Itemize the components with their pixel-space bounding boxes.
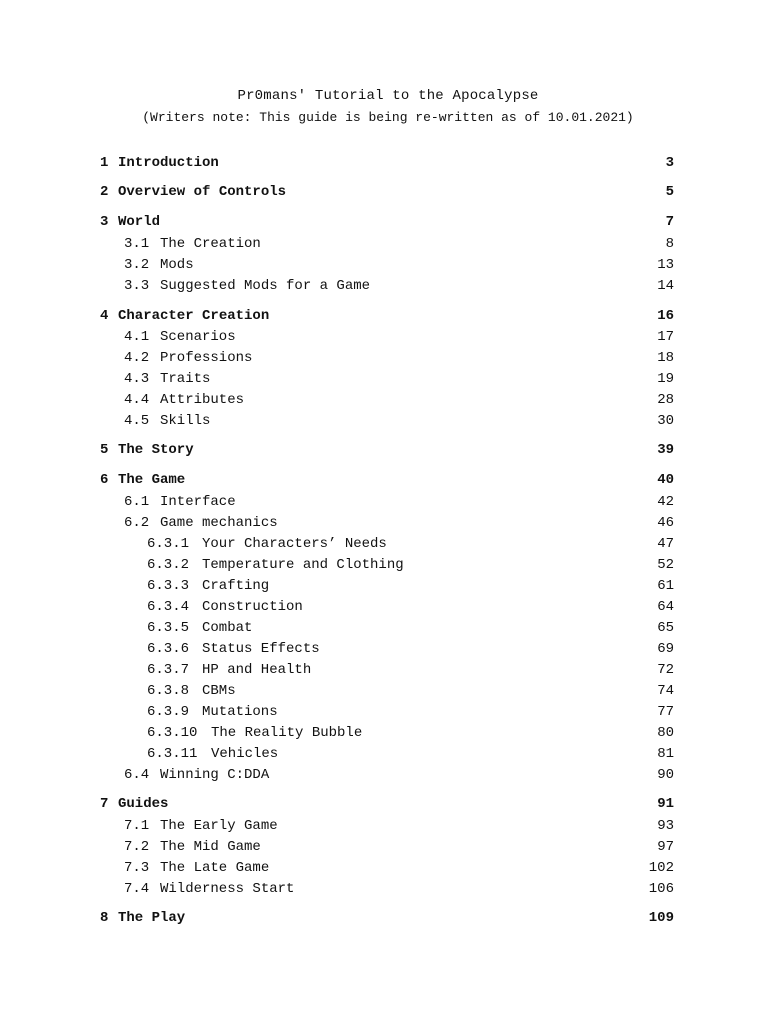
toc-entry-label (100, 725, 362, 741)
toc-entry-number: 4.5 (124, 413, 150, 429)
toc-entry-label (100, 308, 269, 324)
document-subtitle: (Writers note: This guide is being re-written as of 10.01.2021) (142, 110, 634, 125)
toc-entry-label (100, 184, 286, 200)
toc-section-entry[interactable] (100, 513, 674, 533)
toc-entry-title: Status Effects (202, 641, 320, 657)
toc-entry-page-number: 109 (648, 910, 674, 926)
toc-subsection-entry[interactable] (100, 597, 674, 617)
toc-section-entry[interactable] (100, 276, 674, 296)
toc-entry-title: Crafting (202, 578, 270, 594)
toc-entry-page-number: 80 (657, 725, 674, 741)
toc-entry-number: 3.2 (124, 257, 150, 273)
toc-entry-number: 6.3.7 (147, 662, 190, 678)
toc-entry-number: 4.2 (124, 350, 150, 366)
toc-section-entry[interactable] (100, 816, 674, 836)
toc-entry-page-number: 64 (657, 599, 674, 615)
toc-entry-label (100, 662, 311, 678)
toc-entry-title: Wilderness Start (160, 881, 295, 897)
toc-entry-label (100, 578, 269, 594)
toc-entry-label (100, 620, 252, 636)
toc-entry-number: 6.2 (124, 515, 150, 531)
toc-entry-number: 1 (100, 155, 109, 171)
toc-entry-label (100, 350, 252, 366)
toc-entry-page-number: 7 (665, 214, 674, 230)
toc-entry-number: 6.3.6 (147, 641, 190, 657)
toc-entry-label (100, 641, 320, 657)
toc-section-entry[interactable] (100, 390, 674, 410)
toc-subsection-entry[interactable] (100, 660, 674, 680)
toc-entry-page-number: 3 (665, 155, 674, 171)
toc-entry-label (100, 442, 194, 458)
toc-entry-label (100, 155, 219, 171)
toc-entry-page-number: 69 (657, 641, 674, 657)
toc-entry-page-number: 81 (657, 746, 674, 762)
toc-entry-title: Scenarios (160, 329, 236, 345)
toc-entry-label (100, 536, 387, 552)
toc-entry-page-number: 90 (657, 767, 674, 783)
toc-entry-label (100, 557, 404, 573)
toc-entry-page-number: 17 (657, 329, 674, 345)
toc-entry-title: Vehicles (211, 746, 279, 762)
toc-entry-page-number: 72 (657, 662, 674, 678)
toc-entry-title: Introduction (118, 155, 219, 171)
toc-section-entry[interactable] (100, 765, 674, 785)
toc-entry-number: 6.3.5 (147, 620, 190, 636)
toc-entry-title: Guides (118, 796, 169, 812)
toc-entry-label (100, 494, 236, 510)
toc-section-entry[interactable] (100, 327, 674, 347)
toc-chapter-entry[interactable] (100, 306, 674, 326)
toc-entry-number: 2 (100, 184, 109, 200)
toc-entry-title: The Play (118, 910, 186, 926)
toc-entry-page-number: 8 (665, 236, 674, 252)
toc-entry-number: 7.2 (124, 839, 150, 855)
toc-chapter-entry[interactable] (100, 440, 674, 460)
toc-entry-number: 6 (100, 472, 109, 488)
toc-subsection-entry[interactable] (100, 639, 674, 659)
toc-entry-page-number: 19 (657, 371, 674, 387)
toc-entry-label (100, 767, 269, 783)
toc-entry-title: Mutations (202, 704, 278, 720)
toc-entry-page-number: 46 (657, 515, 674, 531)
toc-section-entry[interactable] (100, 837, 674, 857)
toc-entry-title: Attributes (160, 392, 245, 408)
toc-entry-number: 4.1 (124, 329, 150, 345)
toc-entry-number: 7.1 (124, 818, 150, 834)
toc-entry-label (100, 329, 236, 345)
toc-entry-label (100, 472, 185, 488)
toc-entry-number: 6.3.11 (147, 746, 198, 762)
toc-entry-label (100, 881, 294, 897)
toc-entry-number: 7.3 (124, 860, 150, 876)
toc-entry-number: 3.1 (124, 236, 150, 252)
toc-entry-title: Overview of Controls (118, 184, 287, 200)
toc-chapter-entry[interactable] (100, 794, 674, 814)
toc-entry-label (100, 683, 236, 699)
toc-entry-title: The Game (118, 472, 186, 488)
toc-entry-number: 4.4 (124, 392, 150, 408)
toc-entry-number: 6.3.10 (147, 725, 198, 741)
toc-subsection-entry[interactable] (100, 576, 674, 596)
toc-entry-title: Temperature and Clothing (202, 557, 404, 573)
toc-entry-page-number: 65 (657, 620, 674, 636)
toc-entry-title: The Reality Bubble (211, 725, 363, 741)
toc-chapter-entry[interactable] (100, 908, 674, 928)
toc-chapter-entry[interactable] (100, 212, 674, 232)
toc-entry-label (100, 599, 303, 615)
toc-entry-page-number: 77 (657, 704, 674, 720)
toc-entry-number: 3 (100, 214, 109, 230)
toc-entry-number: 6.3.8 (147, 683, 190, 699)
toc-entry-page-number: 102 (648, 860, 674, 876)
toc-entry-number: 6.3.3 (147, 578, 190, 594)
toc-entry-page-number: 52 (657, 557, 674, 573)
toc-entry-title: Character Creation (118, 308, 270, 324)
toc-entry-page-number: 16 (657, 308, 674, 324)
toc-entry-label (100, 413, 210, 429)
document-title: Pr0mans' Tutorial to the Apocalypse (237, 88, 539, 104)
toc-chapter-entry[interactable] (100, 153, 674, 173)
toc-entry-label (100, 796, 168, 812)
toc-entry-page-number: 39 (657, 442, 674, 458)
toc-entry-title: HP and Health (202, 662, 312, 678)
toc-entry-number: 6.4 (124, 767, 150, 783)
toc-entry-title: Winning C:DDA (160, 767, 270, 783)
toc-entry-page-number: 28 (657, 392, 674, 408)
toc-entry-title: The Late Game (160, 860, 270, 876)
toc-subsection-entry[interactable] (100, 744, 674, 764)
toc-entry-number: 6.3.2 (147, 557, 190, 573)
toc-entry-number: 5 (100, 442, 109, 458)
toc-section-entry[interactable] (100, 348, 674, 368)
toc-subsection-entry[interactable] (100, 702, 674, 722)
toc-entry-page-number: 14 (657, 278, 674, 294)
toc-section-entry[interactable] (100, 234, 674, 254)
toc-entry-page-number: 5 (665, 184, 674, 200)
toc-entry-page-number: 106 (648, 881, 674, 897)
toc-entry-number: 8 (100, 910, 109, 926)
toc-entry-label (100, 214, 160, 230)
toc-chapter-entry[interactable] (100, 470, 674, 490)
toc-section-entry[interactable] (100, 411, 674, 431)
toc-entry-page-number: 42 (657, 494, 674, 510)
toc-entry-number: 6.3.4 (147, 599, 190, 615)
toc-entry-title: Game mechanics (160, 515, 278, 531)
toc-entry-title: The Mid Game (160, 839, 261, 855)
toc-subsection-entry[interactable] (100, 618, 674, 638)
toc-entry-number: 3.3 (124, 278, 150, 294)
toc-subsection-entry[interactable] (100, 723, 674, 743)
toc-entry-label (100, 278, 370, 294)
toc-entry-number: 4.3 (124, 371, 150, 387)
toc-entry-title: Your Characters’ Needs (202, 536, 387, 552)
toc-entry-title: The Story (118, 442, 194, 458)
toc-entry-page-number: 97 (657, 839, 674, 855)
toc-entry-page-number: 47 (657, 536, 674, 552)
toc-entry-page-number: 61 (657, 578, 674, 594)
toc-entry-label (100, 371, 210, 387)
toc-entry-page-number: 18 (657, 350, 674, 366)
toc-section-entry[interactable] (100, 369, 674, 389)
toc-entry-title: Interface (160, 494, 236, 510)
toc-entry-title: Skills (160, 413, 211, 429)
toc-entry-label (100, 860, 269, 876)
toc-entry-title: Professions (160, 350, 253, 366)
toc-entry-number: 7.4 (124, 881, 150, 897)
toc-entry-number: 7 (100, 796, 109, 812)
toc-entry-title: Suggested Mods for a Game (160, 278, 371, 294)
toc-subsection-entry[interactable] (100, 555, 674, 575)
toc-entry-page-number: 30 (657, 413, 674, 429)
toc-entry-label (100, 257, 194, 273)
toc-entry-label (100, 910, 185, 926)
toc-entry-title: CBMs (202, 683, 236, 699)
toc-section-entry[interactable] (100, 879, 674, 899)
toc-entry-page-number: 40 (657, 472, 674, 488)
toc-subsection-entry[interactable] (100, 681, 674, 701)
toc-entry-title: Traits (160, 371, 211, 387)
toc-entry-title: Mods (160, 257, 194, 273)
toc-entry-page-number: 91 (657, 796, 674, 812)
toc-section-entry[interactable] (100, 858, 674, 878)
toc-section-entry[interactable] (100, 492, 674, 512)
toc-entry-label (100, 236, 261, 252)
toc-entry-page-number: 13 (657, 257, 674, 273)
toc-entry-page-number: 93 (657, 818, 674, 834)
toc-entry-number: 4 (100, 308, 109, 324)
toc-section-entry[interactable] (100, 255, 674, 275)
toc-entry-label (100, 818, 278, 834)
toc-entry-page-number: 74 (657, 683, 674, 699)
toc-entry-title: World (118, 214, 161, 230)
toc-entry-title: The Early Game (160, 818, 278, 834)
toc-entry-number: 6.1 (124, 494, 150, 510)
toc-entry-title: The Creation (160, 236, 261, 252)
toc-entry-label (100, 515, 278, 531)
toc-subsection-entry[interactable] (100, 534, 674, 554)
toc-entry-title: Combat (202, 620, 253, 636)
toc-entry-number: 6.3.1 (147, 536, 190, 552)
toc-entry-label (100, 704, 278, 720)
toc-entry-label (100, 392, 244, 408)
toc-entry-label (100, 839, 261, 855)
toc-chapter-entry[interactable] (100, 182, 674, 202)
toc-entry-label (100, 746, 278, 762)
toc-entry-title: Construction (202, 599, 303, 615)
toc-entry-number: 6.3.9 (147, 704, 190, 720)
